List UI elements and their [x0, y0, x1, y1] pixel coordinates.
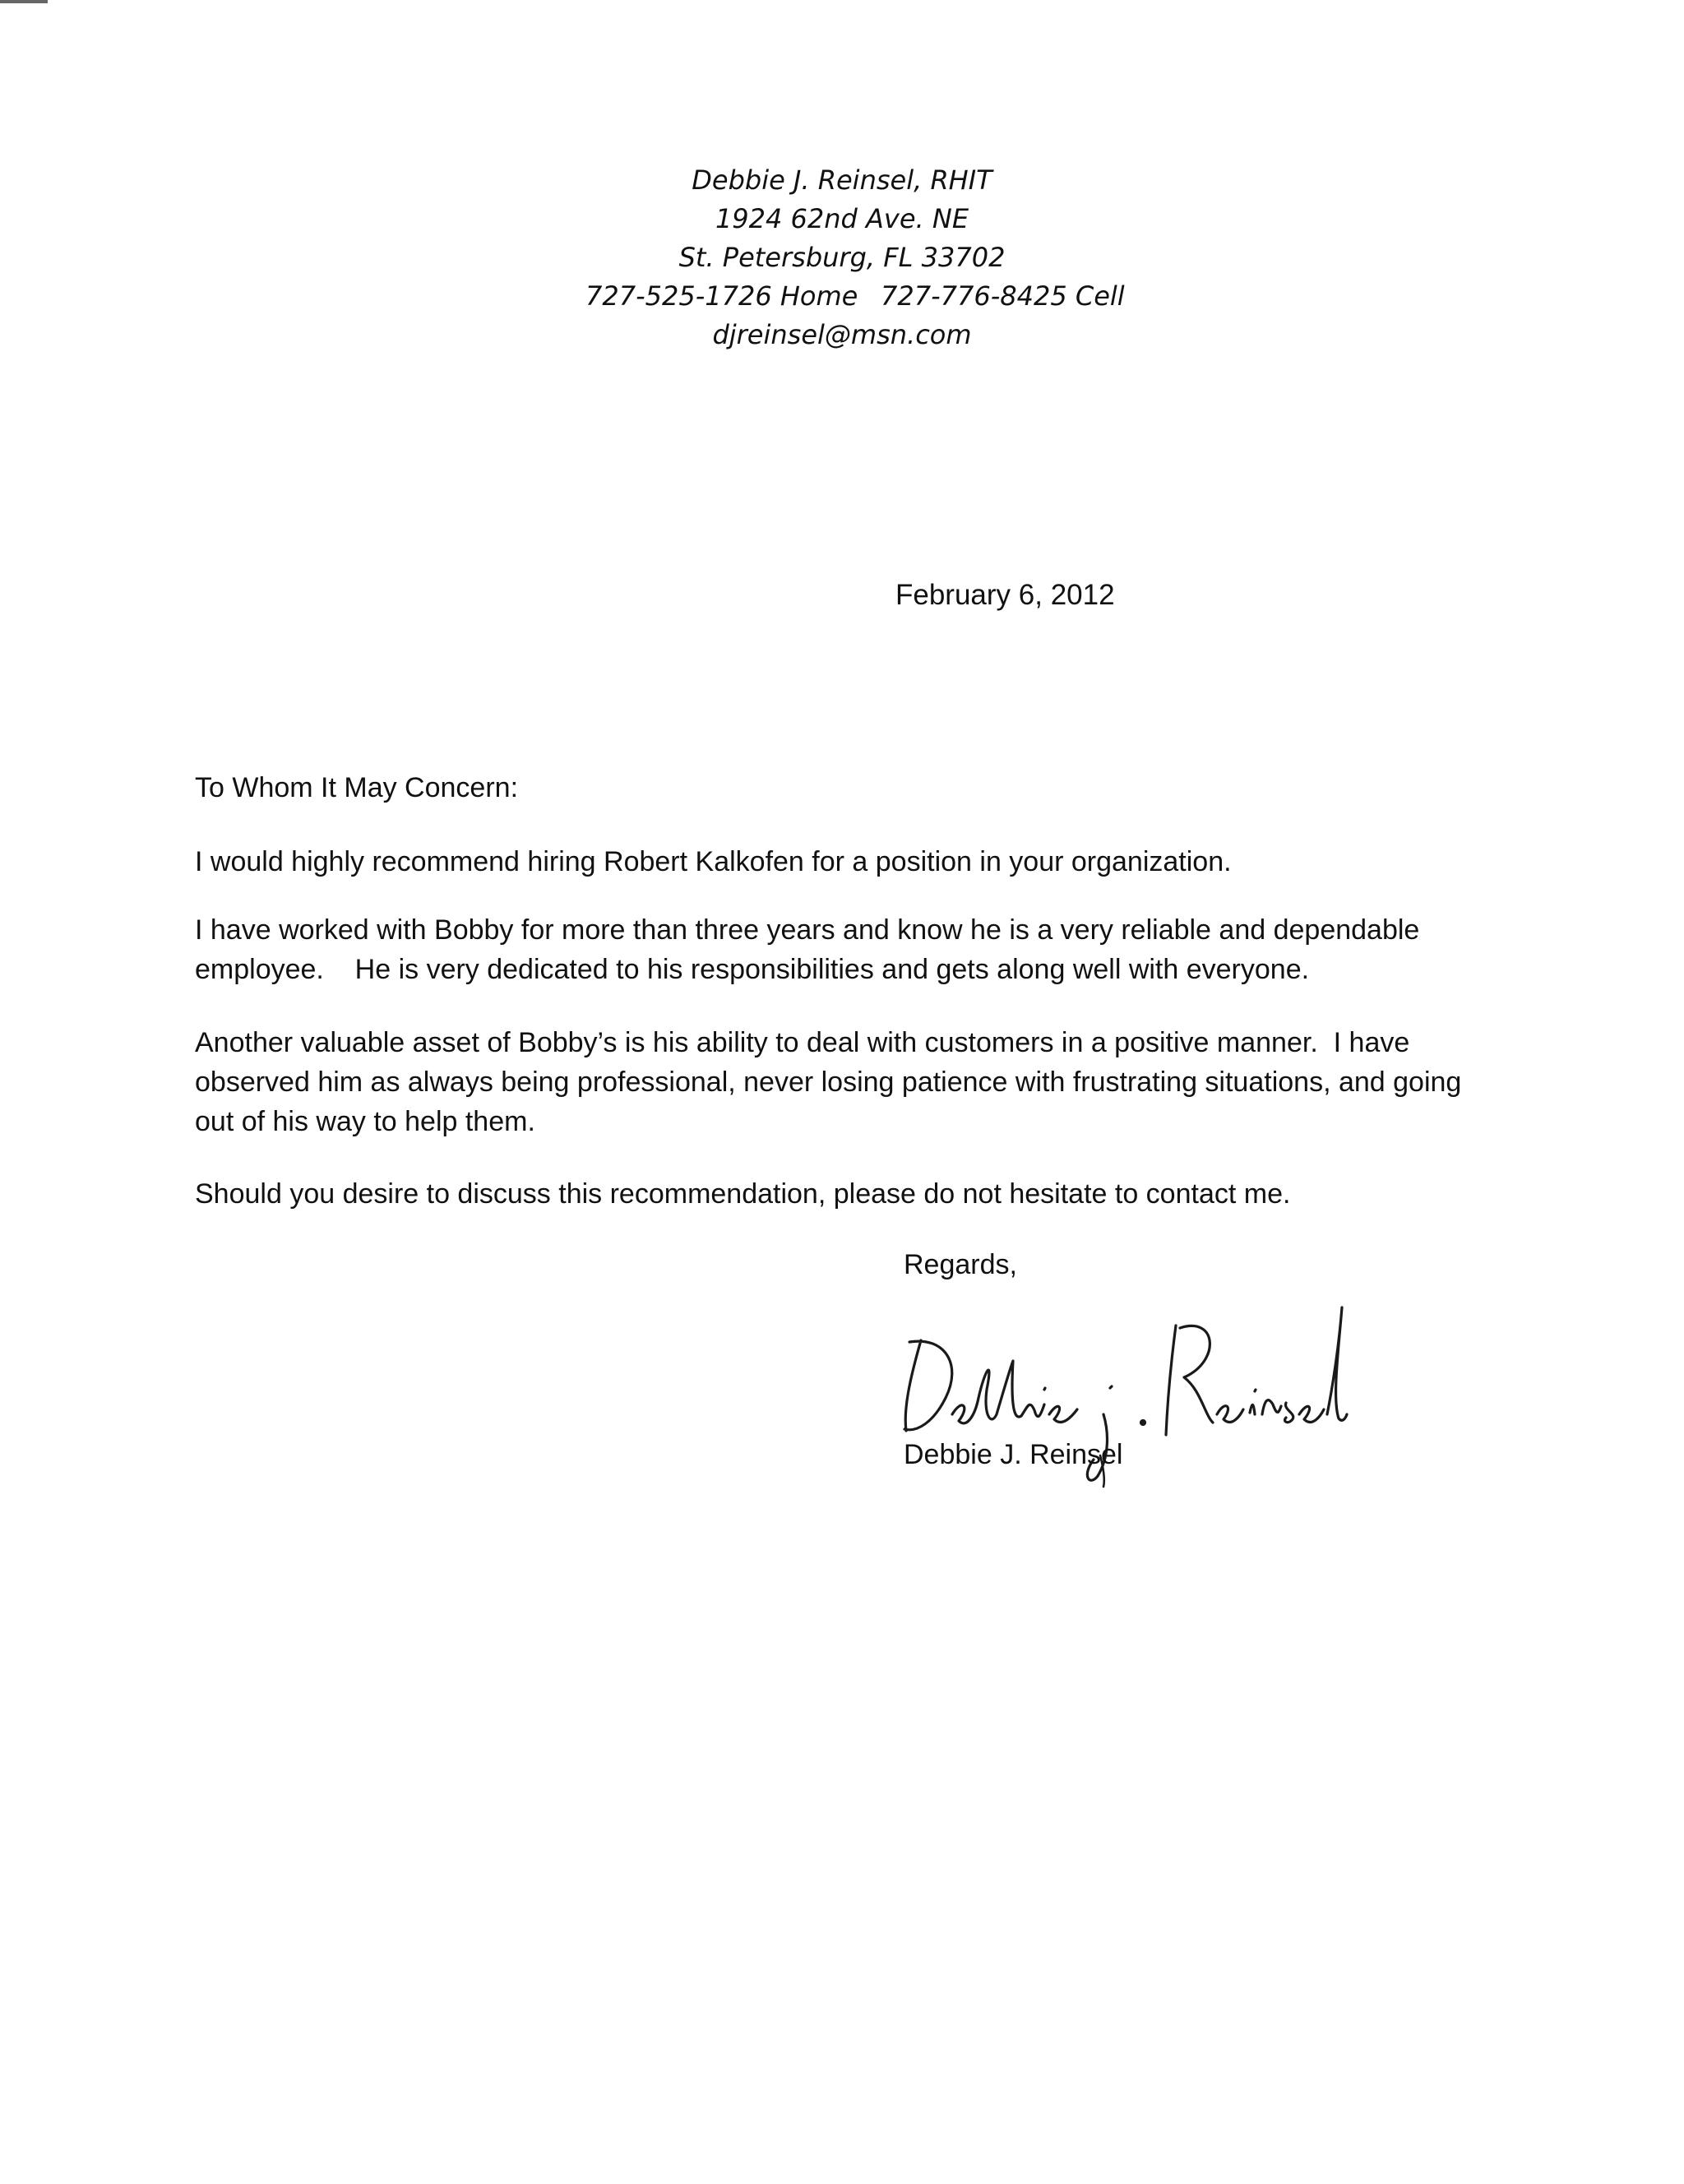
paragraph-4	[195, 1174, 1290, 1214]
paragraph-4-line-1: Should you desire to discuss this recommendation, please do not hesitate to contact me.	[195, 1178, 1291, 1210]
salutation: To Whom It May Concern:	[195, 772, 519, 803]
letterhead-city: St. Petersburg, FL 33702	[678, 242, 1006, 273]
paragraph-3	[195, 1023, 1461, 1141]
scan-edge-mark	[0, 0, 48, 3]
signer-name: Debbie J. Reinsel	[904, 1439, 1123, 1470]
paragraph-3-line-3: out of his way to help them.	[195, 1106, 535, 1137]
paragraph-1-line-1: I would highly recommend hiring Robert Kalkofen for a position in your organization.	[195, 846, 1232, 877]
letterhead-email: djreinsel@msn.com	[712, 319, 972, 350]
paragraph-2-line-2: employee. He is very dedicated to his responsibilities and gets along well with everyone.	[195, 954, 1310, 985]
paragraph-1	[195, 842, 1232, 881]
letterhead-street: 1924 62nd Ave. NE	[715, 203, 969, 234]
letter-date: February 6, 2012	[895, 579, 1115, 611]
closing: Regards,	[904, 1249, 1017, 1280]
paragraph-2-line-1: I have worked with Bobby for more than three years and know he is a very reliable and dependable	[195, 914, 1420, 946]
letterhead-home-phone: 727-525-1726 Home	[585, 280, 858, 312]
letterhead-cell-phone: 727-776-8425 Cell	[881, 280, 1125, 312]
paragraph-2	[195, 910, 1419, 989]
paragraph-3-line-2: observed him as always being professional, never losing patience with frustrating situations, and going	[195, 1067, 1462, 1098]
letterhead-name: Debbie J. Reinsel, RHIT	[692, 164, 992, 196]
paragraph-3-line-1: Another valuable asset of Bobby’s is his ability to deal with customers in a positive manner. I have	[195, 1027, 1410, 1058]
